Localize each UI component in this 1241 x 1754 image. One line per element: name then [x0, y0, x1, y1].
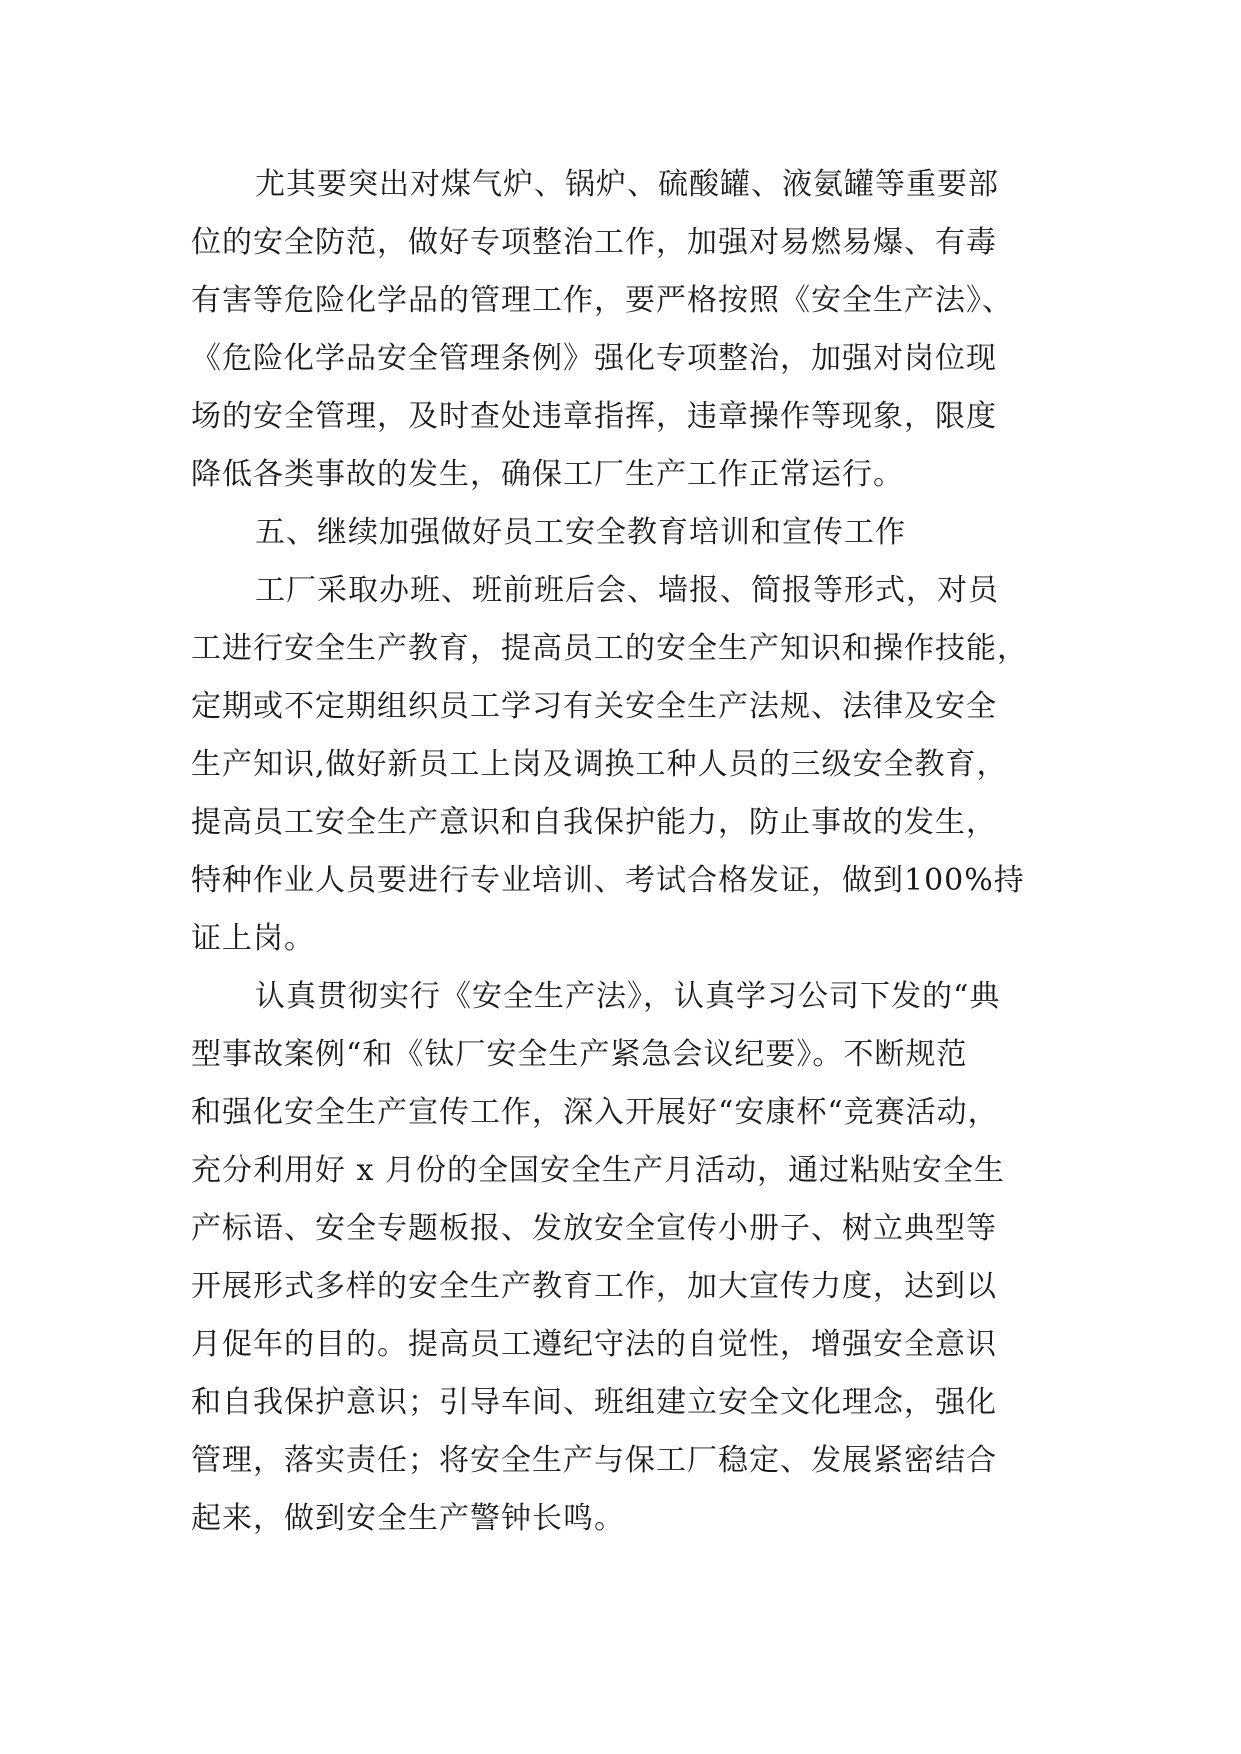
- paragraph-line: 特种作业人员要进行专业培训、考试合格发证，做到100%持: [191, 863, 1025, 898]
- paragraph-line: 尤其要突出对煤气炉、锅炉、硫酸罐、液氨罐等重要部: [255, 167, 999, 202]
- paragraph-line: 认真贯彻实行《安全生产法》，认真学习公司下发的“典: [255, 979, 1001, 1014]
- paragraph-line: 《危险化学品安全管理条例》强化专项整治，加强对岗位现: [191, 341, 997, 376]
- paragraph-line: 有害等危险化学品的管理工作，要严格按照《安全生产法》、: [191, 283, 1013, 318]
- paragraph-line: 管理，落实责任；将安全生产与保工厂稳定、发展紧密结合: [191, 1443, 997, 1478]
- paragraph-line: 位的安全防范，做好专项整治工作，加强对易燃易爆、有毒: [191, 225, 997, 260]
- paragraph-line: 和自我保护意识；引导车间、班组建立安全文化理念，强化: [191, 1385, 997, 1420]
- paragraph-line: 起来，做到安全生产警钟长鸣。: [191, 1501, 625, 1536]
- paragraph-line: 生产知识,做好新员工上岗及调换工种人员的三级安全教育，: [191, 747, 1008, 782]
- paragraph-line: 定期或不定期组织员工学习有关安全生产法规、法律及安全: [191, 689, 997, 724]
- paragraph-line: 充分利用好 x 月份的全国安全生产月活动，通过粘贴安全生: [191, 1153, 1005, 1188]
- paragraph-line: 工进行安全生产教育，提高员工的安全生产知识和操作技能，: [191, 631, 1028, 666]
- paragraph-line: 证上岗。: [191, 921, 315, 956]
- paragraph-line: 降低各类事故的发生，确保工厂生产工作正常运行。: [191, 457, 904, 492]
- paragraph-line: 场的安全管理，及时查处违章指挥，违章操作等现象，限度: [191, 399, 997, 434]
- paragraph-line: 和强化安全生产宣传工作，深入开展好“安康杯“竞赛活动，: [191, 1095, 999, 1130]
- paragraph-line: 产标语、安全专题板报、发放安全宣传小册子、树立典型等: [191, 1211, 997, 1246]
- paragraph-line: 月促年的目的。提高员工遵纪守法的自觉性，增强安全意识: [191, 1327, 997, 1362]
- paragraph-line: 型事故案例“和《钛厂安全生产紧急会议纪要》。不断规范: [191, 1037, 968, 1072]
- paragraph-line: 开展形式多样的安全生产教育工作，加大宣传力度，达到以: [191, 1269, 997, 1304]
- document-body: [191, 156, 1051, 1548]
- paragraph-line: 工厂采取办班、班前班后会、墙报、简报等形式，对员: [255, 573, 999, 608]
- paragraph-line: 提高员工安全生产意识和自我保护能力，防止事故的发生，: [191, 805, 997, 840]
- section-heading: 五、继续加强做好员工安全教育培训和宣传工作: [255, 515, 906, 550]
